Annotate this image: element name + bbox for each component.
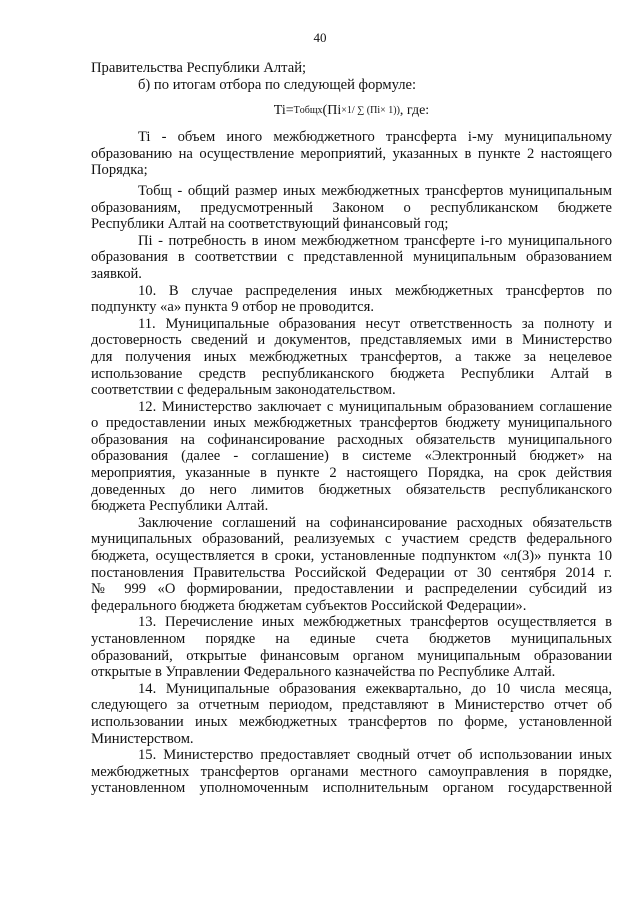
text-line: о предоставлении иных межбюджетных трансфертов бюджету муниципального — [91, 415, 612, 432]
text-line: соответствии с федеральным законодательством. — [91, 382, 396, 399]
text-line: Республики Алтай на соответствующий финансовый год; — [91, 216, 449, 233]
text-line: Пi - потребность в ином межбюджетном трансферте i-го муниципального — [138, 232, 612, 249]
text-line: образования (далее - соглашение) в системе «Электронный бюджет» на — [91, 448, 612, 465]
text-line: Тобщ - общий размер иных межбюджетных трансфертов муниципальным — [138, 182, 612, 199]
text-line: 10. В случае распределения иных межбюджетных трансфертов по — [138, 282, 612, 299]
text-line: 12. Министерство заключает с муниципальным образованием соглашение — [138, 398, 612, 415]
formula-t-obsh: Tобщ — [293, 104, 318, 116]
formula-rhs-b: ×1/ ∑ (Пi — [341, 104, 381, 116]
text-line: заявкой. — [91, 265, 142, 282]
text-line: использовании иных межбюджетных трансфертов по форме, установленной — [91, 713, 612, 730]
text-line: подпункту «а» пункта 9 отбор не проводится. — [91, 299, 375, 316]
document-body — [91, 60, 612, 797]
text-line: использование средств республиканского бюджета Республики Алтай в — [91, 365, 612, 382]
formula-eq: = — [285, 102, 294, 118]
text-line: Порядка; — [91, 162, 148, 179]
text-line: образований, открытые финансовым органом муниципальным образовании — [91, 647, 612, 664]
text-line: бюджета Республики Алтай. — [91, 498, 269, 515]
text-line: для получения иных межбюджетных трансфертов, а также за нецелевое — [91, 348, 612, 365]
page-number: 40 — [313, 30, 327, 45]
text-line: 14. Муниципальные образования ежеквартально, до 10 числа месяца, — [138, 680, 612, 697]
text-line: образования в соответствии с представленной муниципальным образованием — [91, 249, 612, 266]
formula-lhs: Ti — [273, 102, 286, 118]
text-line: 13. Перечисление иных межбюджетных трансфертов осуществляется в — [138, 614, 612, 631]
text-line: открытые в Управлении Федерального казначейства по Республике Алтай. — [91, 664, 556, 681]
formula-tail: , где: — [399, 102, 430, 118]
text-line: следующего за отчетным периодом, представляют в Министерство отчет об — [91, 697, 612, 714]
formula-rhs-c: × 1)) — [380, 104, 400, 116]
text-line: № 999 «О формировании, предоставлении и распределении субсидий из — [91, 581, 612, 598]
text-line: б) по итогам отбора по следующей формуле: — [138, 76, 417, 93]
text-line: Правительства Республики Алтай; — [91, 60, 307, 76]
text-line: образованиям, предусмотренный Законом о республиканском бюджете — [91, 199, 612, 216]
text-line: 15. Министерство предоставляет сводный отчет об использовании иных — [138, 747, 612, 764]
text-line: межбюджетных трансфертов органами местного самоуправления в порядке, — [91, 763, 612, 780]
text-line: муниципальных образований, реализуемых с участием средств федерального — [91, 531, 612, 548]
text-line: образования на софинансирование расходных обязательств муниципального — [91, 431, 612, 448]
text-line: федерального бюджета бюджетам субъектов Российской Федерации». — [91, 597, 527, 614]
text-line: установленном порядке на единые счета бюджетов муниципальных — [91, 631, 612, 647]
text-line: достоверность сведений и документов, представляемых ими в Министерство — [91, 332, 612, 349]
text-line: Министерством. — [91, 730, 194, 747]
formula — [91, 93, 612, 129]
formula-x: x — [317, 104, 323, 116]
text-line: 11. Муниципальные образования несут ответственность за полноту и — [138, 315, 612, 332]
text-line: Заключение соглашений на софинансирование расходных обязательств — [138, 514, 612, 531]
formula-rhs-a: (Пi — [322, 102, 342, 118]
text-line: Ti - объем иного межбюджетного трансферта i-му муниципальному — [138, 129, 612, 146]
text-line: установленном уполномоченным исполнительным органом государственной — [91, 780, 612, 797]
text-line: доведенных до него лимитов бюджетных обязательств республиканского — [91, 481, 612, 498]
text-line: образованию на осуществление мероприятий, указанных в пункте 2 настоящего — [91, 145, 612, 162]
text-line: бюджета, осуществляется в сроки, установленные подпунктом «л(3)» пункта 10 — [91, 548, 612, 565]
text-line: мероприятия, указанные в пункте 2 настоящего Порядка, на срок действия — [91, 465, 612, 482]
text-line: постановления Правительства Российской Федерации от 30 сентября 2014 г. — [91, 564, 612, 581]
